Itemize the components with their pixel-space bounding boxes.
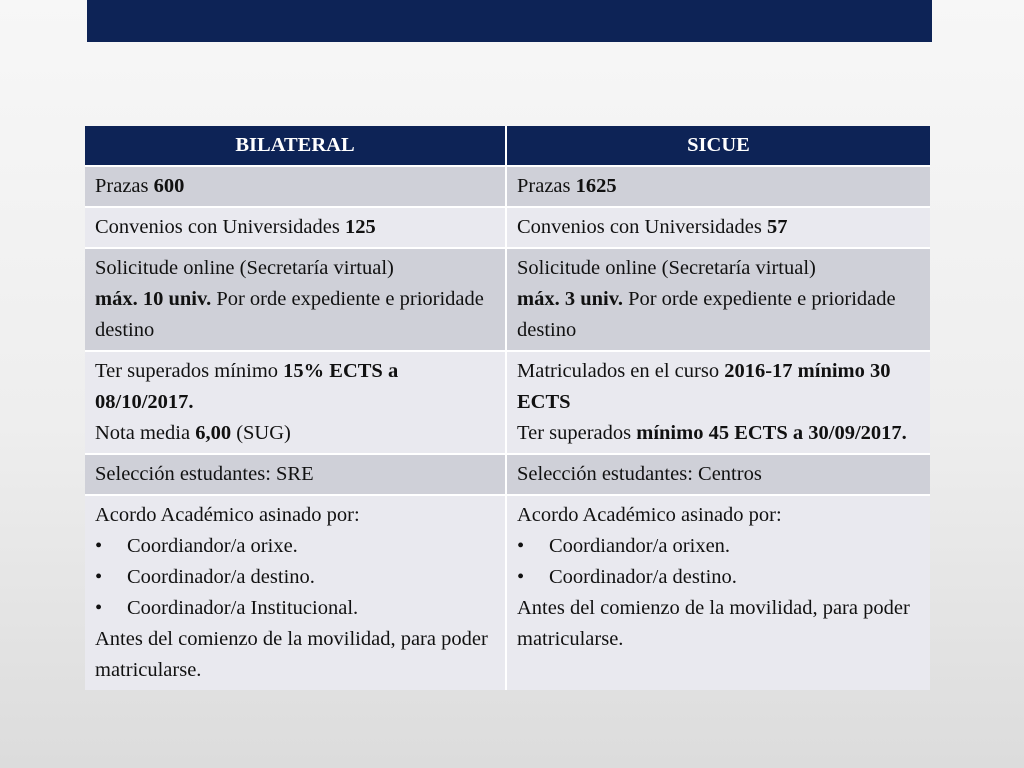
cell-sicue-academic-agreement: Acordo Académico asinado por: • Coordiandor/a orixen. • Coordinador/a destino. Antes del comienzo de la movilidad, para poder matricularse. [506, 495, 930, 690]
cell-bilateral-agreements: Convenios con Universidades 125 [85, 207, 506, 248]
table-header-row [85, 126, 930, 166]
bullet-icon: • [517, 535, 525, 557]
bullet-icon: • [95, 535, 103, 557]
list-item: • Coordiandor/a orixe. [95, 531, 495, 562]
cell-bilateral-selection: Selección estudantes: SRE [85, 454, 506, 495]
comparison-table [85, 126, 930, 690]
bullet-icon: • [517, 566, 525, 588]
list-item: • Coordinador/a destino. [95, 562, 495, 593]
table-row-selection [85, 454, 930, 495]
table-row-requirements [85, 351, 930, 454]
cell-sicue-agreements: Convenios con Universidades 57 [506, 207, 930, 248]
header-bilateral: BILATERAL [85, 126, 506, 166]
list-item: • Coordinador/a destino. [517, 562, 920, 593]
table-row-academic-agreement [85, 495, 930, 690]
bullet-icon: • [95, 597, 103, 619]
list-item: • Coordiandor/a orixen. [517, 531, 920, 562]
cell-bilateral-requirements: Ter superados mínimo 15% ECTS a 08/10/2017. Nota media 6,00 (SUG) [85, 351, 506, 454]
cell-sicue-application: Solicitude online (Secretaría virtual) máx. 3 univ. Por orde expediente e prioridade destino [506, 248, 930, 351]
cell-sicue-selection: Selección estudantes: Centros [506, 454, 930, 495]
cell-bilateral-academic-agreement: Acordo Académico asinado por: • Coordiandor/a orixe. • Coordinador/a destino. • Coordinador/a Institucional. Antes del comienzo de la movilidad, para poder matricularse. [85, 495, 506, 690]
bullet-icon: • [95, 566, 103, 588]
cell-sicue-places: Prazas 1625 [506, 166, 930, 207]
table-row-agreements [85, 207, 930, 248]
table-row-application [85, 248, 930, 351]
cell-bilateral-places: Prazas 600 [85, 166, 506, 207]
table-row-places [85, 166, 930, 207]
cell-bilateral-application: Solicitude online (Secretaría virtual) máx. 10 univ. Por orde expediente e prioridade destino [85, 248, 506, 351]
list-item: • Coordinador/a Institucional. [95, 593, 495, 624]
header-sicue: SICUE [506, 126, 930, 166]
cell-sicue-requirements: Matriculados en el curso 2016-17 mínimo 30 ECTS Ter superados mínimo 45 ECTS a 30/09/2017. [506, 351, 930, 454]
title-bar [87, 0, 932, 42]
